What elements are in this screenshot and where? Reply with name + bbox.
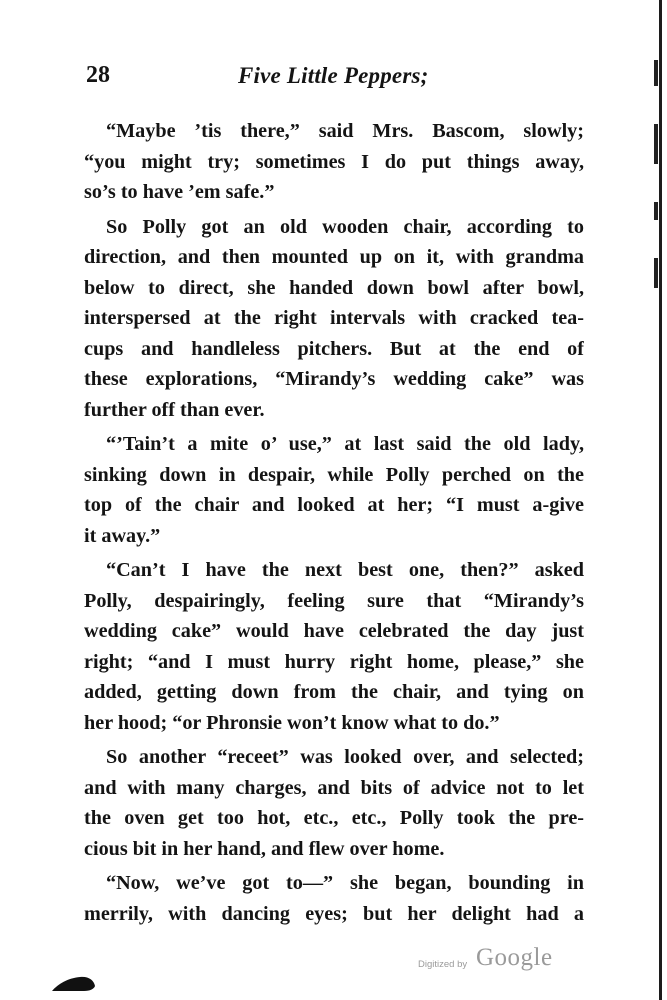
text-line: So Polly got an old wooden chair, according to [106, 215, 584, 238]
text-line: below to direct, she handed down bowl after bowl, [84, 276, 584, 299]
text-line: these explorations, “Mirandy’s wedding cake” was [84, 368, 584, 390]
watermark-prefix: Digitized by [418, 959, 468, 970]
text-line: her hood; “or Phronsie won’t know what to do.” [84, 711, 500, 734]
digitized-watermark [418, 944, 568, 978]
text-line: further off than ever. [84, 398, 265, 421]
google-logo: Google [476, 944, 553, 971]
text-line: merrily, with dancing eyes; but her delight had a [84, 902, 584, 925]
ink-blot-icon [50, 974, 96, 992]
text-line: so’s to have ’em safe.” [84, 181, 275, 203]
text-line: So another “receet” was looked over, and selected; [106, 746, 584, 768]
text-line: wedding cake” would have celebrated the day just [84, 620, 584, 642]
text-line: it away.” [84, 524, 161, 547]
text-line: interspersed at the right intervals with cracked tea- [84, 307, 584, 329]
page-header [86, 62, 586, 92]
text-line: sinking down in despair, while Polly perched on the [84, 463, 584, 486]
text-line: and with many charges, and bits of advice not to let [84, 776, 584, 799]
body-text [84, 116, 584, 929]
text-line: “Now, we’ve got to—” she began, bounding in [106, 872, 584, 894]
page-edge-marks [654, 60, 658, 480]
page-edge-shadow [659, 0, 662, 1000]
text-line: “Can’t I have the next best one, then?” asked [106, 559, 584, 581]
text-line: the oven get too hot, etc., etc., Polly took the pre- [84, 807, 584, 829]
text-line: “Maybe ’tis there,” said Mrs. Bascom, slowly; [106, 120, 584, 142]
text-line: direction, and then mounted up on it, with grandma [84, 246, 584, 268]
page-number: 28 [86, 62, 110, 88]
text-line: cious bit in her hand, and flew over home. [84, 837, 445, 860]
text-line: “’Tain’t a mite o’ use,” at last said the old lady, [106, 433, 584, 455]
text-line: cups and handleless pitchers. But at the end of [84, 337, 584, 360]
text-line: Polly, despairingly, feeling sure that “Mirandy’s [84, 589, 584, 612]
text-line: added, getting down from the chair, and tying on [84, 681, 584, 703]
text-line: “you might try; sometimes I do put things away, [84, 150, 584, 173]
text-line: right; “and I must hurry right home, please,” she [84, 650, 584, 673]
running-title: Five Little Peppers; [238, 63, 429, 88]
text-line: top of the chair and looked at her; “I must a-give [84, 494, 584, 516]
